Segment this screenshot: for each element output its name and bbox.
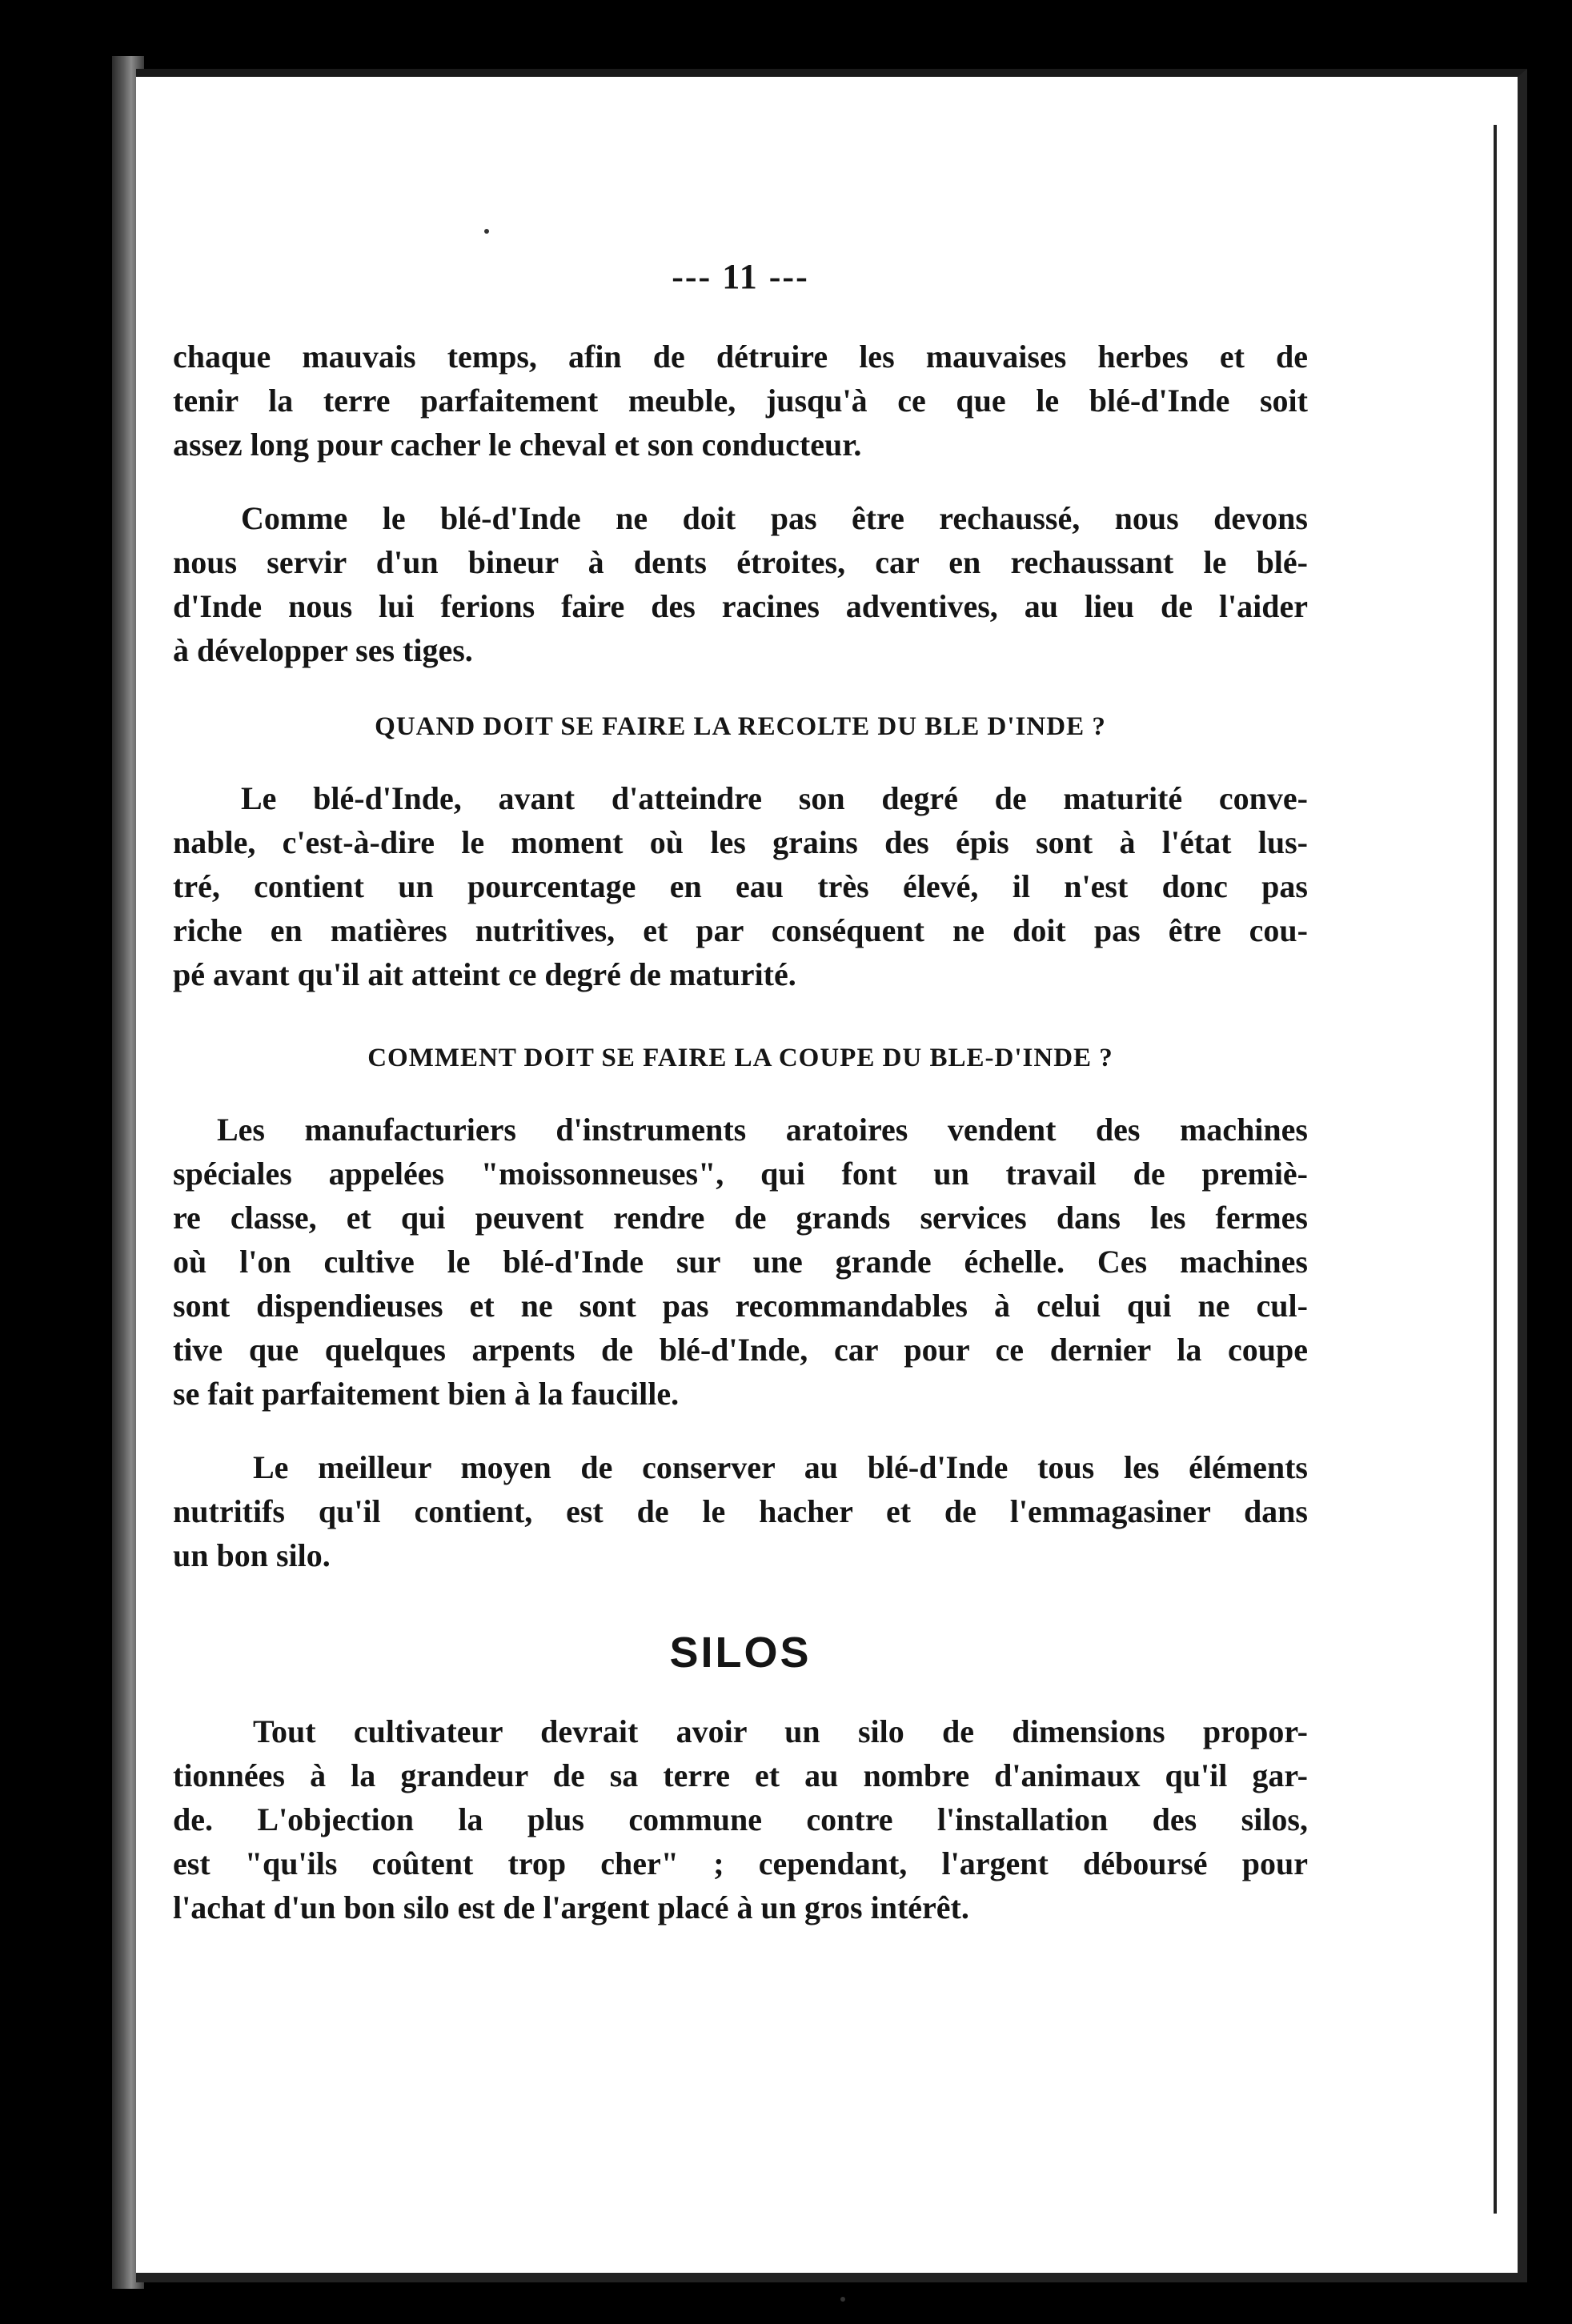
text-line: spéciales appelées "moissonneuses", qui font un travail de premiè- [173, 1156, 1308, 1192]
page-edge-line [1494, 125, 1497, 2214]
text-line: nous servir d'un bineur à dents étroites, car en rechaussant le blé- [173, 544, 1308, 580]
text-line: sont dispendieuses et ne sont pas recommandables à celui qui ne cul- [173, 1288, 1308, 1324]
text-line: tive que quelques arpents de blé-d'Inde, car pour ce dernier la coupe [173, 1332, 1308, 1368]
section-heading-cutting: COMMENT DOIT SE FAIRE LA COUPE DU BLE-D'INDE ? [367, 1044, 1113, 1072]
text-line: est "qu'ils coûtent trop cher" ; cependant, l'argent déboursé pour [173, 1845, 1308, 1881]
paragraph-4 [173, 1108, 1308, 1416]
speck [484, 229, 489, 234]
paragraph-5 [173, 1445, 1308, 1577]
text-line: tenir la terre parfaitement meuble, jusqu'à ce que le blé-d'Inde soit [173, 383, 1308, 419]
text-line: où l'on cultive le blé-d'Inde sur une grande échelle. Ces machines [173, 1244, 1308, 1280]
section-title-silos: SILOS [669, 1629, 812, 1677]
text-line: Tout cultivateur devrait avoir un silo de dimensions propor- [253, 1713, 1308, 1749]
text-line: Comme le blé-d'Inde ne doit pas être rechaussé, nous devons [241, 500, 1308, 536]
text-line: d'Inde nous lui ferions faire des racines adventives, au lieu de l'aider [173, 588, 1308, 624]
text-line: l'achat d'un bon silo est de l'argent placé à un gros intérêt. [173, 1889, 969, 1925]
text-line: nable, c'est-à-dire le moment où les grains des épis sont à l'état lus- [173, 824, 1308, 860]
text-line: tionnées à la grandeur de sa terre et au nombre d'animaux qu'il gar- [173, 1757, 1308, 1793]
paragraph-2 [173, 496, 1308, 672]
text-line: pé avant qu'il ait atteint ce degré de maturité. [173, 956, 796, 992]
text-line: re classe, et qui peuvent rendre de grands services dans les fermes [173, 1200, 1308, 1236]
text-line: se fait parfaitement bien à la faucille. [173, 1376, 680, 1412]
text-line: Les manufacturiers d'instruments aratoires vendent des machines [217, 1112, 1308, 1148]
section-heading-harvest: QUAND DOIT SE FAIRE LA RECOLTE DU BLE D'INDE ? [375, 712, 1106, 741]
paragraph-6 [173, 1709, 1308, 1929]
page-number: --- 11 --- [672, 257, 809, 296]
text-line: tré, contient un pourcentage en eau très élevé, il n'est donc pas [173, 868, 1308, 904]
text-line: à développer ses tiges. [173, 632, 473, 668]
text-line: de. L'objection la plus commune contre l'installation des silos, [173, 1801, 1308, 1837]
text-line: assez long pour cacher le cheval et son conducteur. [173, 427, 862, 463]
text-line: un bon silo. [173, 1537, 331, 1573]
text-line: nutritifs qu'il contient, est de le hacher et de l'emmagasiner dans [173, 1493, 1308, 1529]
paragraph-3 [173, 776, 1308, 996]
text-line: riche en matières nutritives, et par conséquent ne doit pas être cou- [173, 912, 1308, 948]
speck [840, 2297, 845, 2302]
text-line: Le blé-d'Inde, avant d'atteindre son degré de maturité conve- [241, 780, 1308, 816]
text-line: Le meilleur moyen de conserver au blé-d'Inde tous les éléments [253, 1449, 1308, 1485]
paragraph-1 [173, 335, 1308, 467]
text-line: chaque mauvais temps, afin de détruire les mauvaises herbes et de [173, 339, 1308, 375]
